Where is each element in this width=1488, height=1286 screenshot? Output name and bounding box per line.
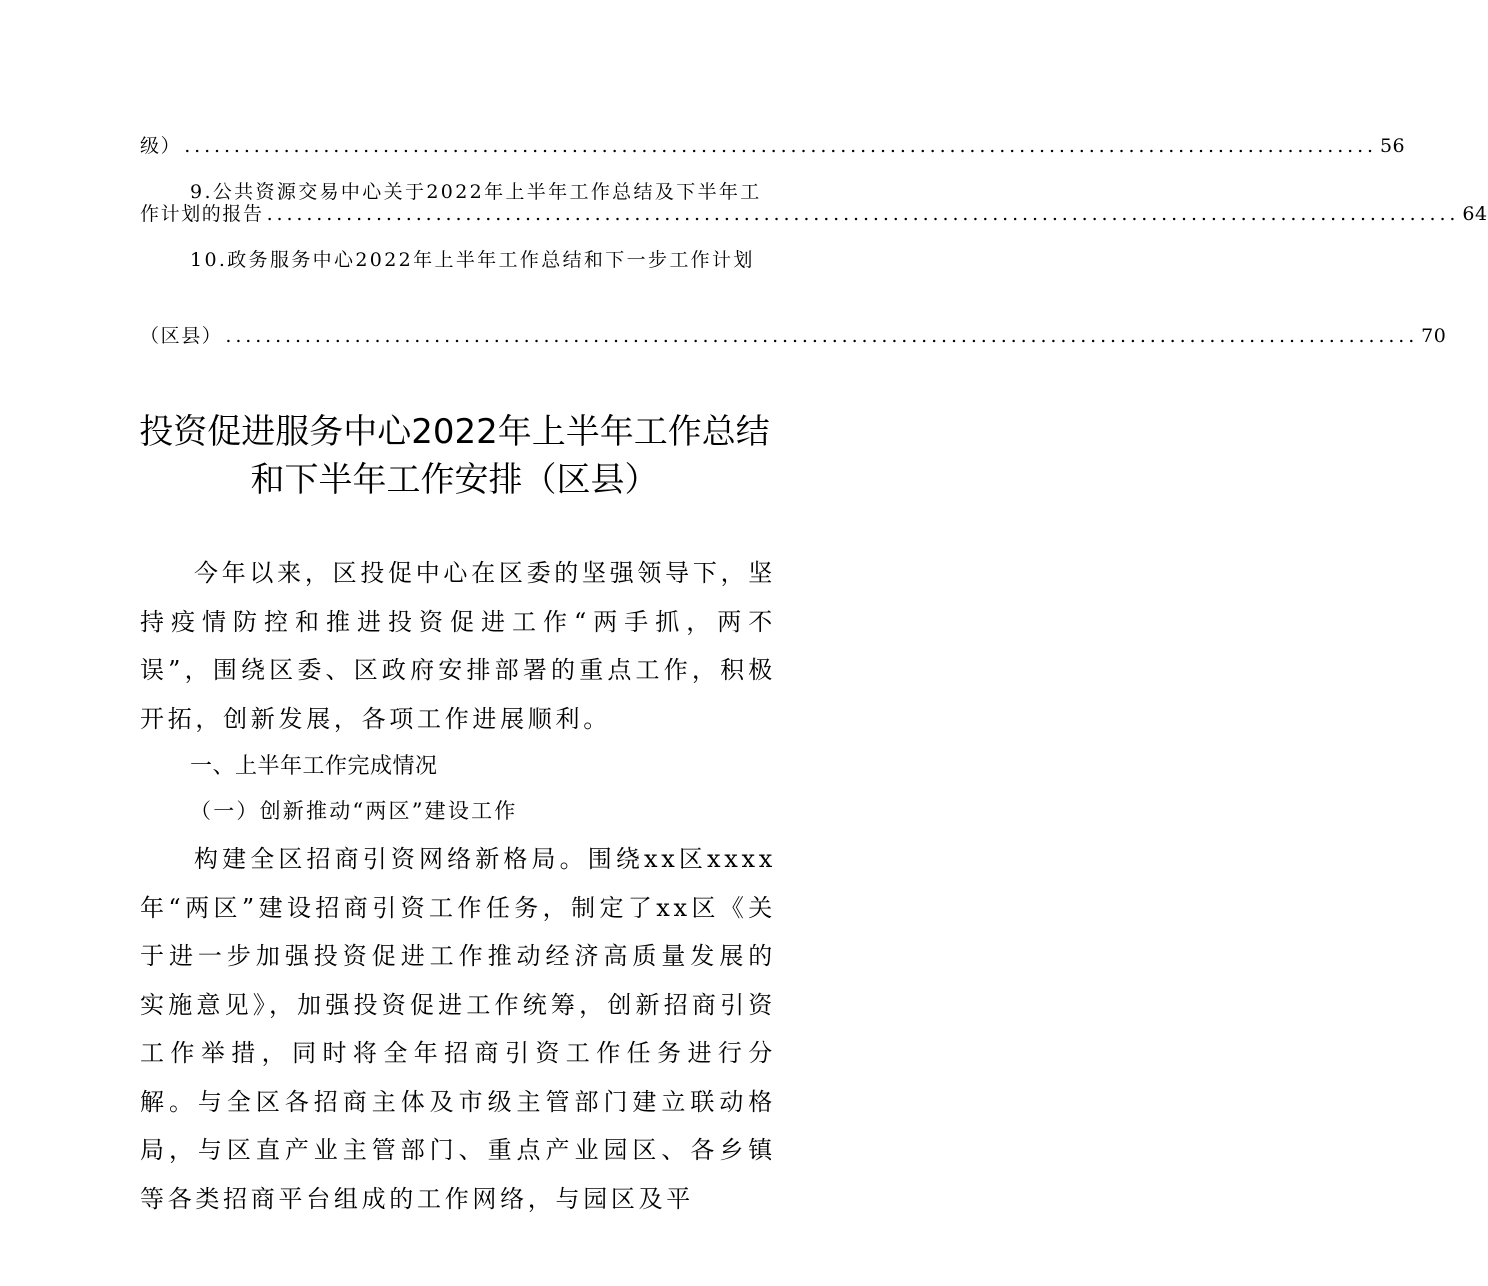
subsection-heading: （一）创新推动“两区”建设工作 xyxy=(190,799,518,823)
toc-leader-dots: ........................................................................................................................ xyxy=(266,203,1460,225)
toc-entry-text: （区县） xyxy=(140,325,223,347)
toc-entry-8-tail[interactable] xyxy=(140,134,1406,158)
toc-entry-10-line1[interactable]: 10.政务服务中心2022年上半年工作总结和下一步工作计划 xyxy=(190,249,755,271)
toc-page-number: 56 xyxy=(1379,135,1406,157)
toc-entry-text: 级） xyxy=(140,135,182,157)
toc-entry-9-line1[interactable]: 9.公共资源交易中心关于2022年上半年工作总结及下半年工 xyxy=(190,181,762,203)
section-heading: 一、上半年工作完成情况 xyxy=(190,754,438,779)
toc-leader-dots: ........................................................................................................................ xyxy=(225,325,1419,347)
toc-entry-text: 作计划的报告 xyxy=(140,203,264,225)
document-title-line1: 投资促进服务中心2022年上半年工作总结 xyxy=(139,412,770,452)
body-paragraph: 构建全区招商引资网络新格局。围绕xx区xxxx年“两区”建设招商引资工作任务，制定了xx区《关于进一步加强投资促进工作推动经济高质量发展的实施意见》，加强投资促进工作统筹，创新招商引资工作举措，同时将全年招商引资工作任务进行分解。与全区各招商主体及市级主管部门建立联动格局，与区直产业主管部门、重点产业园区、各乡镇等各类招商平台组成的工作网络，与园区及平 xyxy=(140,845,776,1213)
intro-paragraph: 今年以来，区投促中心在区委的坚强领导下，坚持疫情防控和推进投资促进工作“两手抓，两不误”，围绕区委、区政府安排部署的重点工作，积极开拓，创新发展，各项工作进展顺利。 xyxy=(140,559,776,733)
toc-entry-10-line2[interactable] xyxy=(140,324,1447,348)
toc-leader-dots: ........................................................................................................................ xyxy=(184,135,1377,157)
toc-page-number: 70 xyxy=(1421,325,1447,347)
toc-entry-9-line2[interactable] xyxy=(140,202,1488,226)
toc-page-number: 64 xyxy=(1462,203,1488,225)
document-title-line2: 和下半年工作安排（区县） xyxy=(250,460,659,500)
